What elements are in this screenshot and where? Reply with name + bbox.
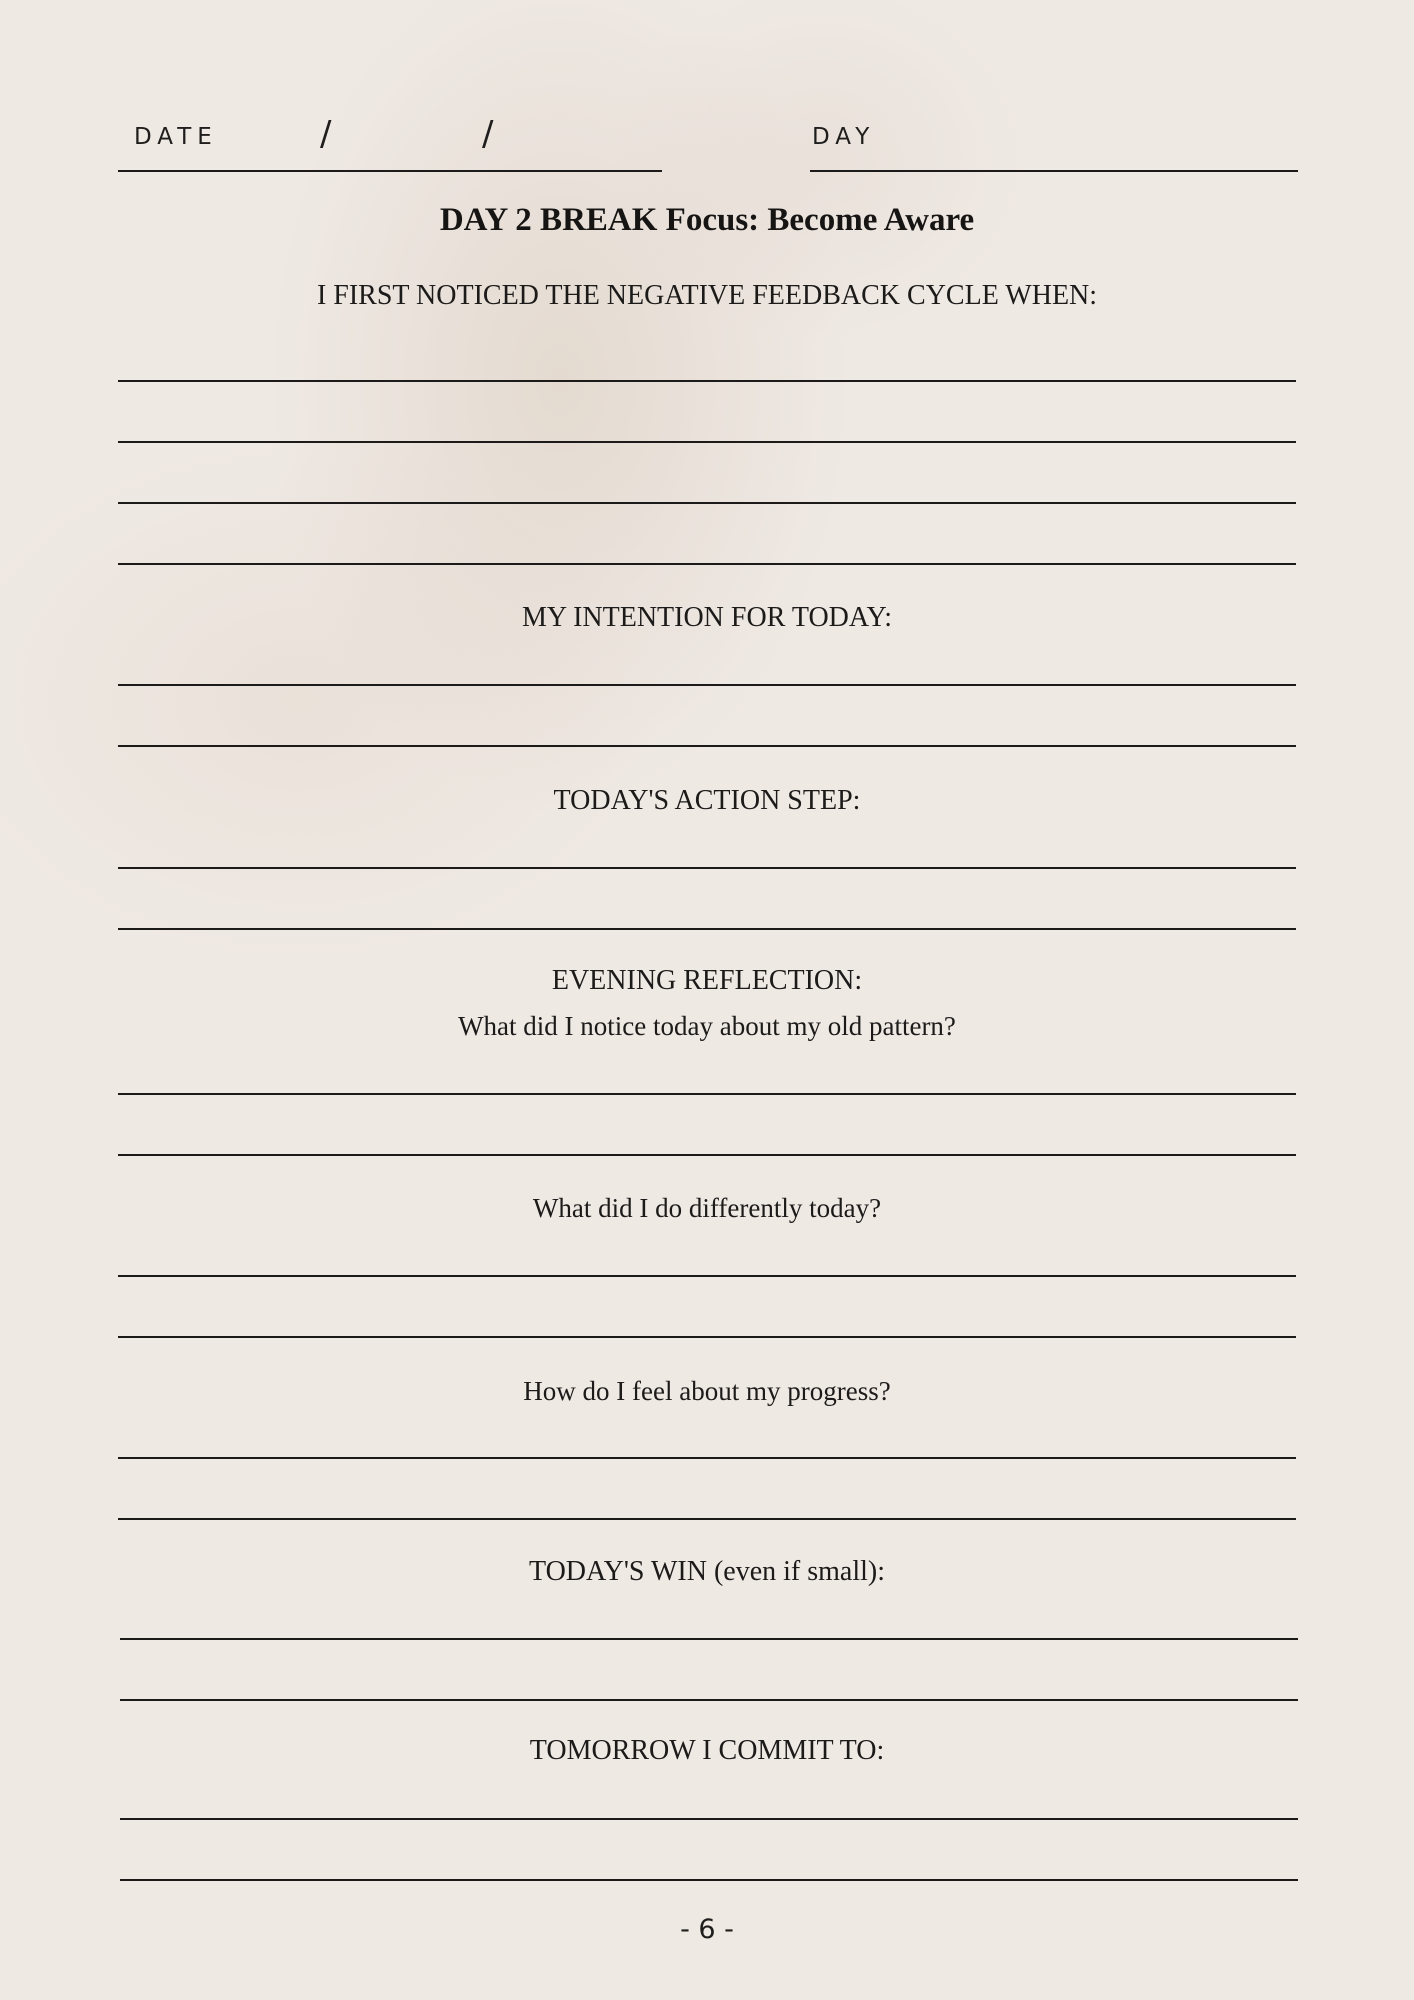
- writing-line[interactable]: [118, 1275, 1296, 1277]
- writing-line[interactable]: [118, 380, 1296, 382]
- writing-line[interactable]: [118, 1093, 1296, 1095]
- writing-line[interactable]: [118, 684, 1296, 686]
- reflection-question-progress: How do I feel about my progress?: [523, 1376, 891, 1406]
- page-number: - 6 -: [680, 1914, 734, 1945]
- writing-line[interactable]: [118, 867, 1296, 869]
- writing-line[interactable]: [120, 1638, 1298, 1640]
- writing-line[interactable]: [118, 1336, 1296, 1338]
- date-label: DATE: [134, 124, 218, 150]
- writing-line[interactable]: [118, 563, 1296, 565]
- date-separator: /: [482, 114, 494, 154]
- writing-line[interactable]: [120, 1818, 1298, 1820]
- reflection-question-old-pattern: What did I notice today about my old pattern?: [458, 1011, 956, 1041]
- writing-line[interactable]: [118, 441, 1296, 443]
- date-field[interactable]: [118, 108, 662, 172]
- reflection-question-differently: What did I do differently today?: [532, 1193, 882, 1223]
- day-field[interactable]: [810, 108, 1298, 172]
- tomorrow-commit-heading: TOMORROW I COMMIT TO:: [529, 1735, 885, 1766]
- day-label: DAY: [812, 124, 876, 150]
- writing-line[interactable]: [118, 745, 1296, 747]
- writing-line[interactable]: [118, 1518, 1296, 1520]
- writing-line[interactable]: [118, 1457, 1296, 1459]
- action-step-heading: TODAY'S ACTION STEP:: [553, 785, 861, 816]
- noticed-heading: I FIRST NOTICED THE NEGATIVE FEEDBACK CYCLE WHEN:: [316, 280, 1098, 311]
- evening-reflection-heading: EVENING REFLECTION:: [551, 965, 863, 996]
- date-separator: /: [320, 114, 332, 154]
- writing-line[interactable]: [120, 1879, 1298, 1881]
- todays-win-heading: TODAY'S WIN (even if small):: [528, 1556, 886, 1587]
- writing-line[interactable]: [118, 1154, 1296, 1156]
- writing-line[interactable]: [118, 502, 1296, 504]
- intention-heading: MY INTENTION FOR TODAY:: [521, 602, 892, 633]
- page-title: DAY 2 BREAK Focus: Become Aware: [439, 202, 975, 238]
- writing-line[interactable]: [118, 928, 1296, 930]
- writing-line[interactable]: [120, 1699, 1298, 1701]
